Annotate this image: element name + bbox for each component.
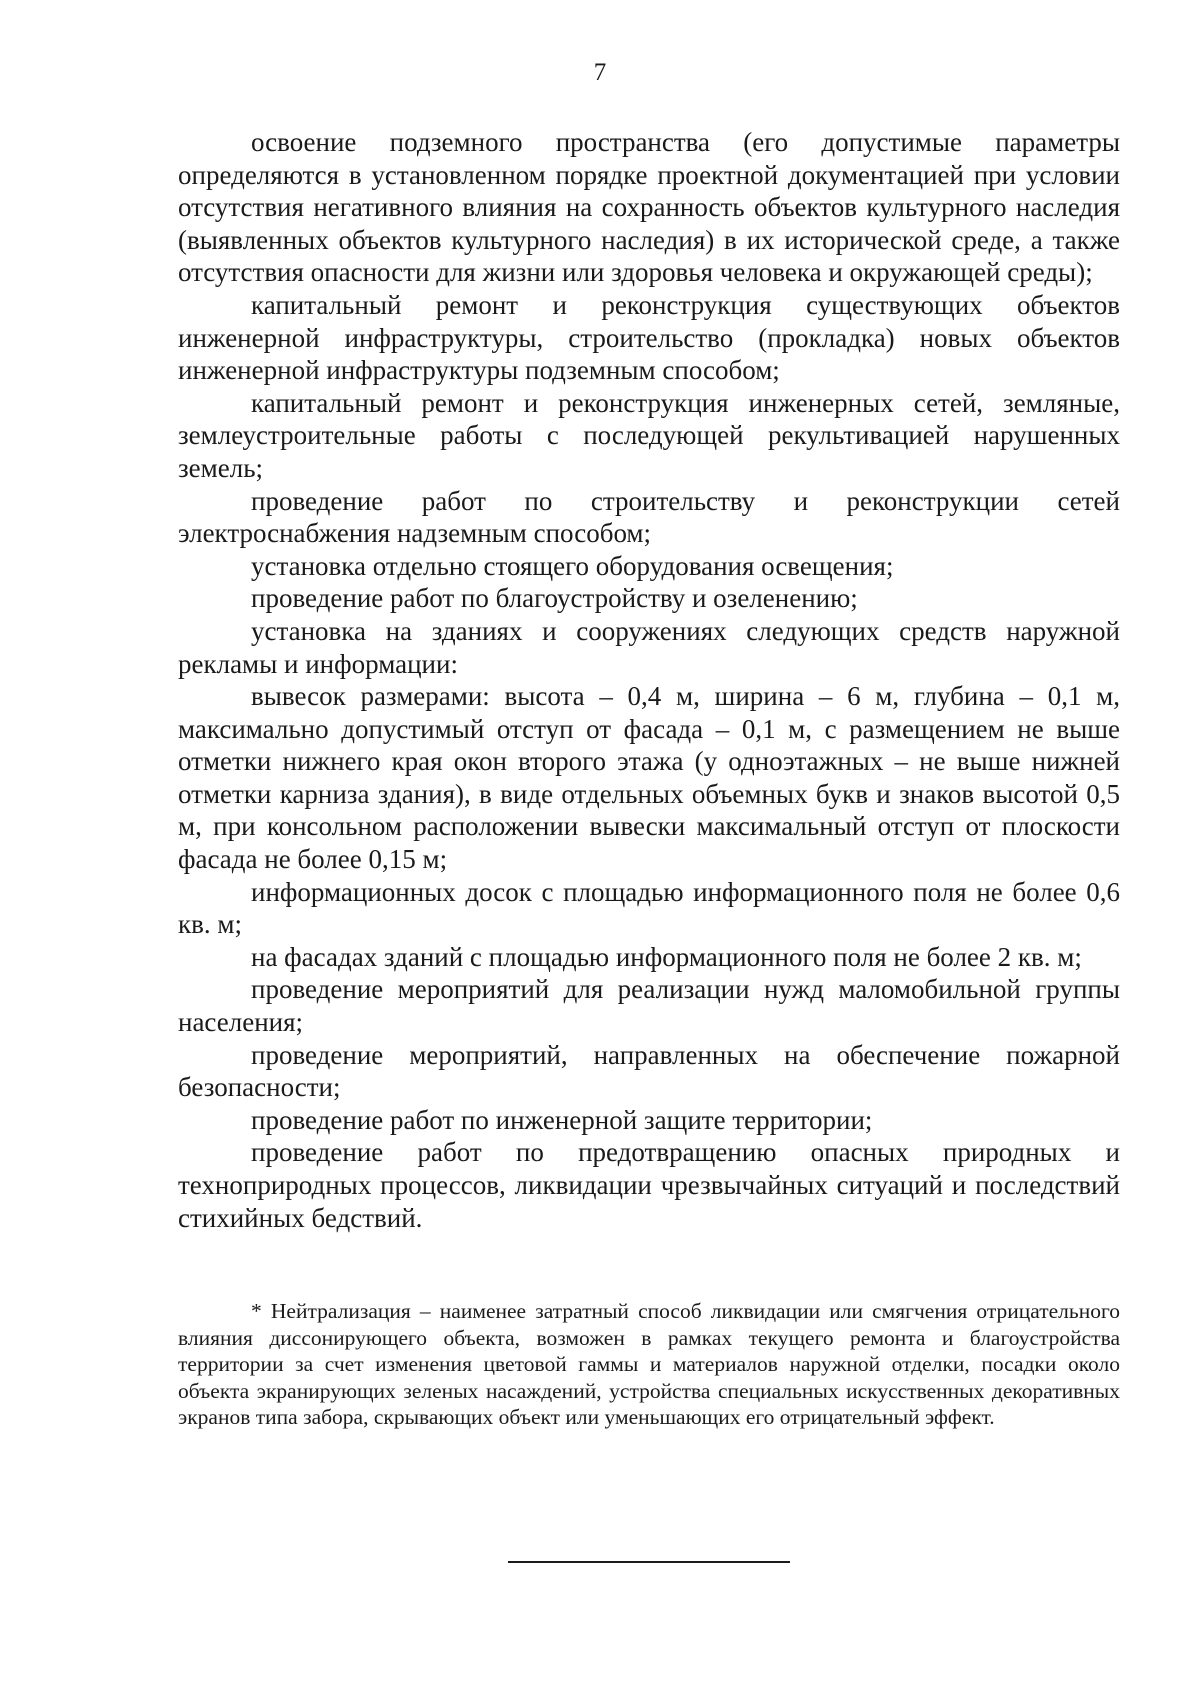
paragraph-low-mobility: проведение мероприятий для реализации нужд маломобильной группы населения; xyxy=(178,974,1120,1038)
paragraph-info-boards: информационных досок с площадью информационного поля не более 0,6 кв. м; xyxy=(178,876,1120,940)
page-number: 7 xyxy=(593,59,607,86)
paragraph-facades: на фасадах зданий с площадью информационного поля не более 2 кв. м; xyxy=(251,941,1082,972)
paragraph-underground-space: освоение подземного пространства (его допустимые параметры определяются в установленном порядке проектной документацией при условии отсутствия негативного влияния на сохранность объектов культурного наследия (выявленных объектов культурного наследия) в их исторической среде, а также отсутствия опасности для жизни или здоровья человека и окружающей среды); xyxy=(178,127,1120,288)
paragraph-infrastructure-repair: капитальный ремонт и реконструкция существующих объектов инженерной инфраструктуры, строительство (прокладка) новых объектов инженерной инфраструктуры подземным способом; xyxy=(178,289,1120,386)
paragraph-power-supply: проведение работ по строительству и реконструкции сетей электроснабжения надземным способом; xyxy=(178,485,1120,549)
footnote-text: * Нейтрализация – наименее затратный способ ликвидации или смягчения отрицательного влияния диссонирующего объекта, возможен в рамках текущего ремонта и благоустройства территории за счет изменения цветовой гаммы и материалов наружной отделки, посадки около объекта экранирующих зеленых насаждений, устройства специальных искусственных декоративных экранов типа забора, скрывающих объект или уменьшающих его отрицательный эффект. xyxy=(178,1299,1120,1429)
end-rule xyxy=(508,1561,790,1563)
main-text xyxy=(178,126,1120,1234)
paragraph-engineering-protection: проведение работ по инженерной защите территории; xyxy=(251,1104,873,1135)
paragraph-signboards: вывесок размерами: высота – 0,4 м, ширина – 6 м, глубина – 0,1 м, максимально допустимый отступ от фасада – 0,1 м, с размещением не выше отметки нижнего края окон второго этажа (у одноэтажных – не выше нижней отметки карниза здания), в виде отдельных объемных букв и знаков высотой 0,5 м, при консольном расположении вывески максимальный отступ от плоскости фасада не более 0,15 м; xyxy=(178,681,1120,875)
paragraph-fire-safety: проведение мероприятий, направленных на обеспечение пожарной безопасности; xyxy=(178,1039,1120,1103)
paragraph-lighting: установка отдельно стоящего оборудования освещения; xyxy=(251,550,894,581)
paragraph-advertising: установка на зданиях и сооружениях следующих средств наружной рекламы и информации: xyxy=(178,615,1120,679)
paragraph-hazard-prevention: проведение работ по предотвращению опасных природных и техноприродных процессов, ликвидации чрезвычайных ситуаций и последствий стихийных бедствий. xyxy=(178,1137,1120,1233)
paragraph-landscaping: проведение работ по благоустройству и озеленению; xyxy=(251,583,858,614)
footnote xyxy=(178,1298,1120,1431)
paragraph-engineering-networks: капитальный ремонт и реконструкция инженерных сетей, земляные, землеустроительные работы с последующей рекультивацией нарушенных земель; xyxy=(178,387,1120,483)
